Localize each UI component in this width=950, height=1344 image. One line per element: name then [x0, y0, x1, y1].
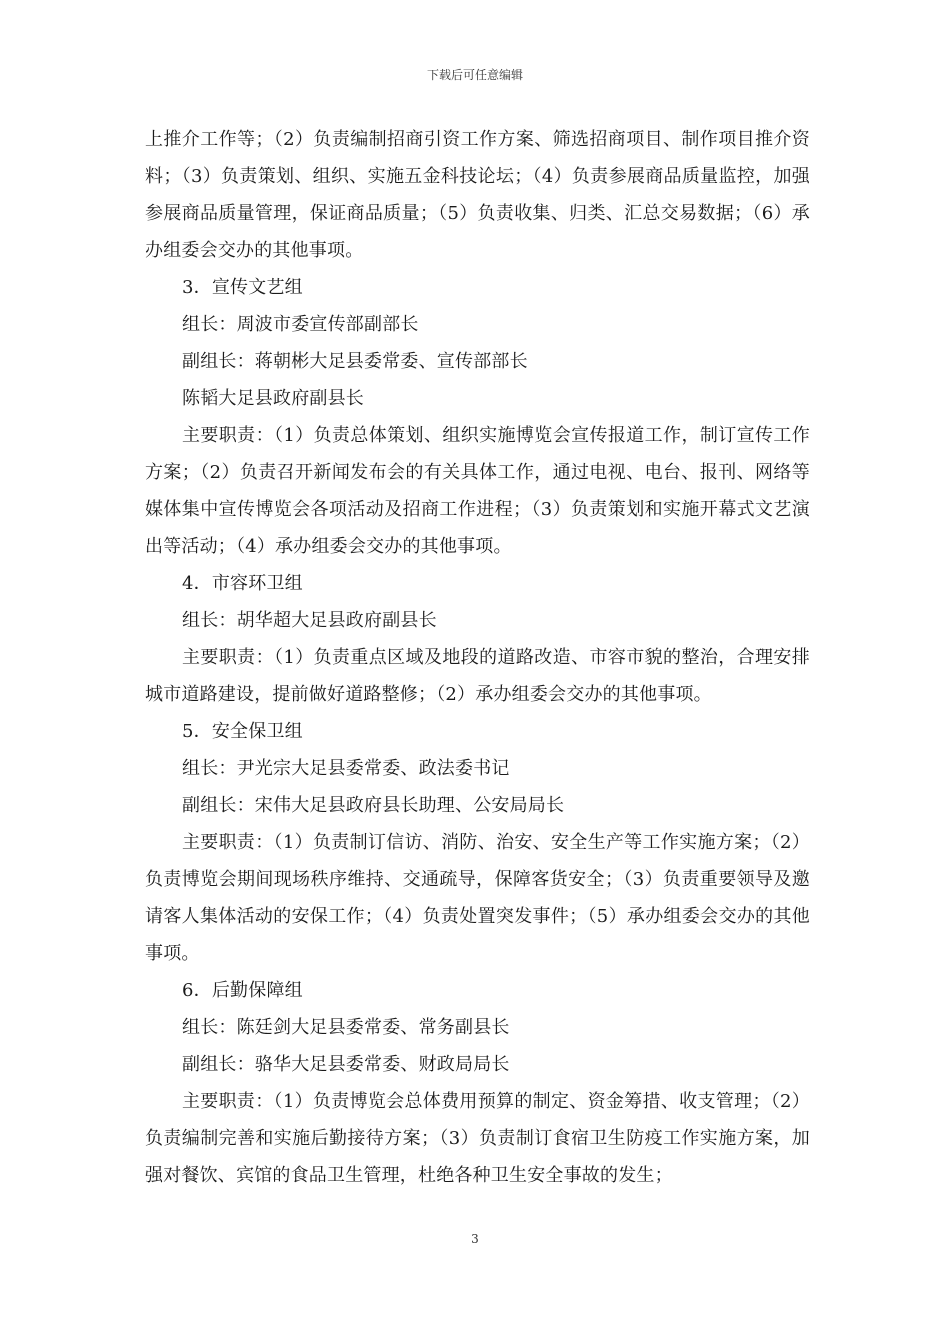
section-heading-5: 5．安全保卫组 [182, 721, 303, 742]
paragraph-duties-5: 主要职责：（1）负责制订信访、消防、治安、安全生产等工作实施方案；（2）负责博览会期间现场秩序维持、交通疏导，保障客货安全；（3）负责重要领导及邀请客人集体活动的安保工作；（4）负责处置突发事件；（5）承办组委会交办的其他事项。 [145, 832, 810, 964]
paragraph-deputy-3: 副组长：蒋朝彬大足县委常委、宣传部部长 [182, 351, 528, 372]
section-heading-6: 6．后勤保障组 [182, 980, 303, 1001]
section-heading-4: 4．市容环卫组 [182, 573, 303, 594]
paragraph-leader-6: 组长：陈廷剑大足县委常委、常务副县长 [182, 1017, 510, 1038]
page-number: 3 [471, 1232, 479, 1246]
paragraph-duties-6: 主要职责：（1）负责博览会总体费用预算的制定、资金筹措、收支管理；（2）负责编制完善和实施后勤接待方案；（3）负责制订食宿卫生防疫工作实施方案，加强对餐饮、宾馆的食品卫生管理，杜绝各种卫生安全事故的发生； [145, 1091, 810, 1186]
section-heading-3: 3．宣传文艺组 [182, 277, 303, 298]
paragraph-leader-5: 组长：尹光宗大足县委常委、政法委书记 [182, 758, 510, 779]
paragraph-leader-3: 组长：周波市委宣传部副部长 [182, 314, 419, 335]
paragraph-duties-3: 主要职责：（1）负责总体策划、组织实施博览会宣传报道工作，制订宣传工作方案；（2）负责召开新闻发布会的有关具体工作，通过电视、电台、报刊、网络等媒体集中宣传博览会各项活动及招商工作进程；（3）负责策划和实施开幕式文艺演出等活动；（4）承办组委会交办的其他事项。 [145, 425, 810, 557]
page-header: 下载后可任意编辑 [426, 68, 523, 82]
paragraph-1: 上推介工作等；（2）负责编制招商引资工作方案、筛选招商项目、制作项目推介资料；（3）负责策划、组织、实施五金科技论坛；（4）负责参展商品质量监控，加强参展商品质量管理，保证商品质量；（5）负责收集、归类、汇总交易数据；（6）承办组委会交办的其他事项。 [145, 129, 810, 261]
paragraph-deputy-6: 副组长：骆华大足县委常委、财政局局长 [182, 1054, 510, 1075]
document-body [145, 121, 810, 1194]
paragraph-duties-4: 主要职责：（1）负责重点区域及地段的道路改造、市容市貌的整治，合理安排城市道路建设，提前做好道路整修；（2）承办组委会交办的其他事项。 [145, 647, 810, 705]
paragraph-deputy-5: 副组长：宋伟大足县政府县长助理、公安局局长 [182, 795, 565, 816]
paragraph-leader-4: 组长：胡华超大足县政府副县长 [182, 610, 437, 631]
paragraph-deputy-3b: 陈韬大足县政府副县长 [182, 388, 364, 409]
